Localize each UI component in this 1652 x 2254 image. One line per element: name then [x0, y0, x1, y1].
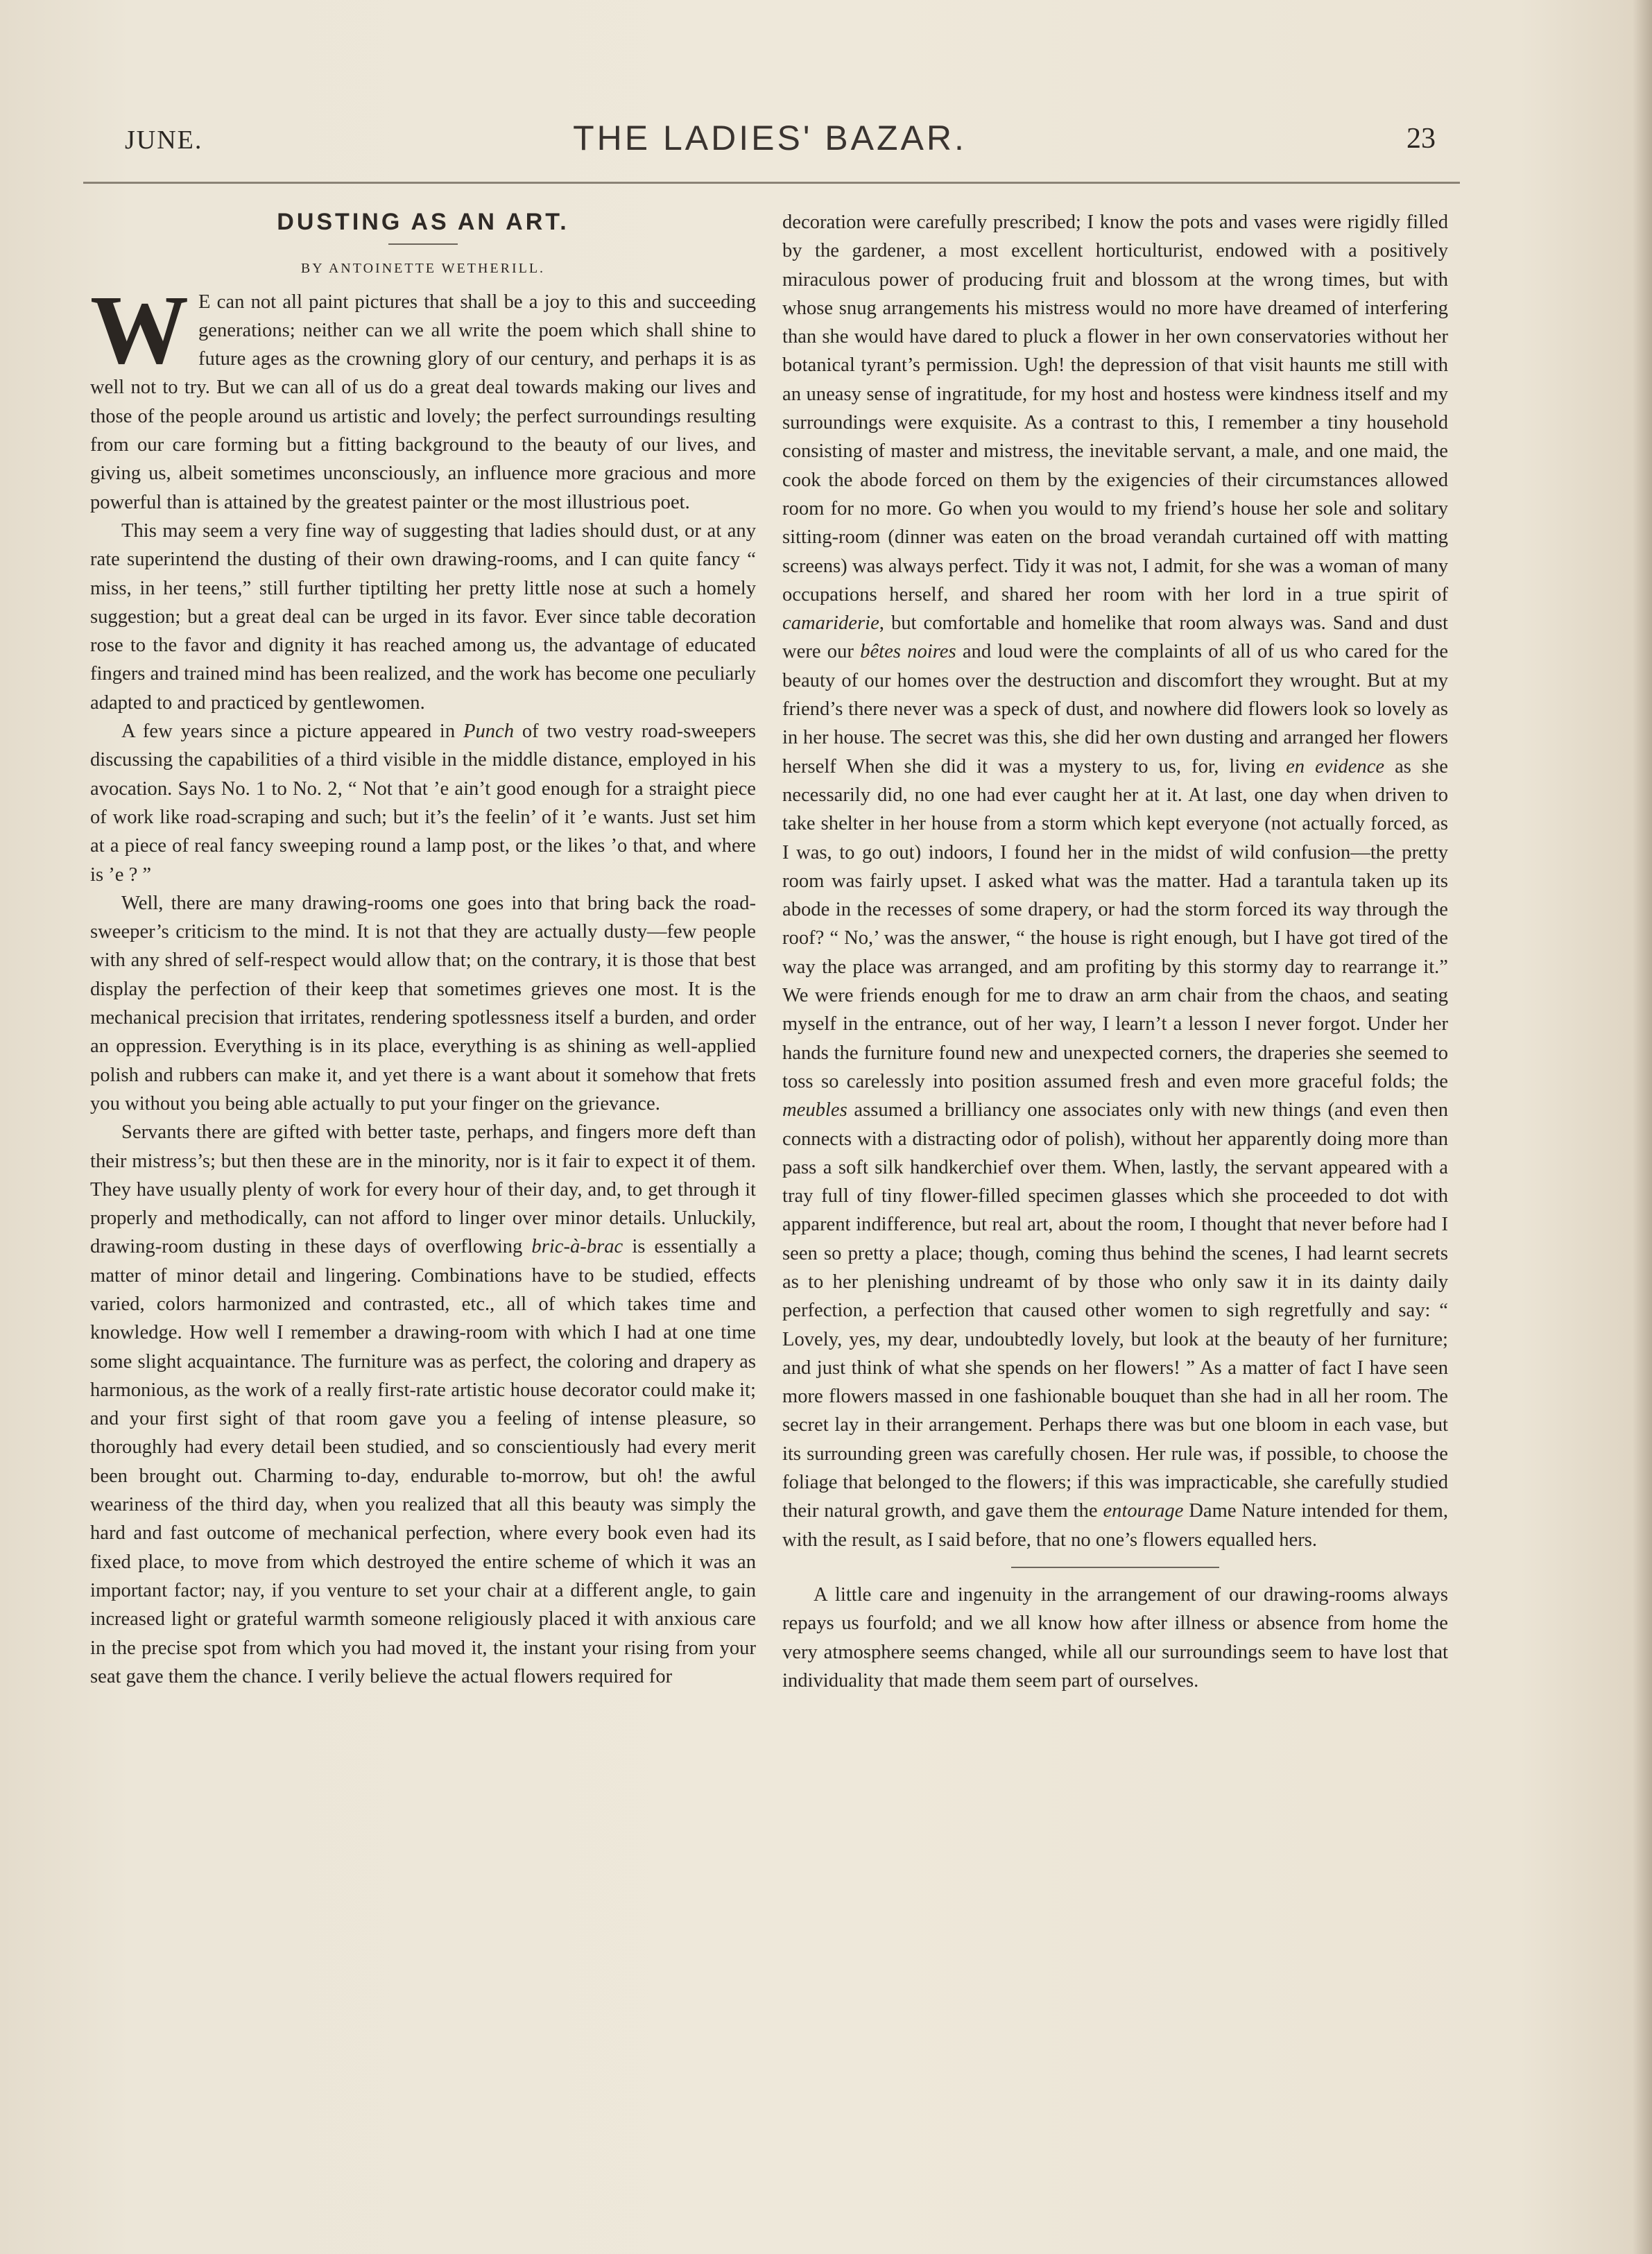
paragraph-3-text-a: A few years since a picture appeared in — [121, 721, 463, 743]
article-byline: BY ANTOINETTE WETHERILL. — [300, 261, 546, 277]
meubles-italic: meubles — [782, 1099, 847, 1121]
paragraph-6-text-a: decoration were carefully prescribed; I know the pots and vases were rigidly filled by the gardener, a most excellent horticulturist, endowed with a positively miraculous power of producing fruit and blossom at the wrong times, but with whose snug arrangements his mistress would no more have dreamed of interfering than she would have dared to pluck a flower in her own conservatories without her botanical tyrant’s permission. Ugh! the depression of that visit haunts me still with an uneasy sense of ingratitude, for my host and hostess were kindness itself and my surroundings were exquisite. As a contrast to this, I remember a tiny household consisting of master and mistress, the inevitable servant, a male, and one maid, the cook the abode forced on them by the exigencies of their circumstances allowed room for no more. Go when you would to my friend’s house her sole and solitary sitting-room (dinner was eaten on the broad verandah curtained off with matting screens) was always perfect. Tidy it was not, I admit, for she was a woman of many occupations herself, and shared her room with her lord in a true spirit of — [782, 212, 1448, 605]
paragraph-1 — [90, 274, 756, 517]
paragraph-6-text-f: Dame Nature intended for them, with the result, as I said before, that no one’s flowers equalled hers. — [782, 1500, 1448, 1551]
bric-a-brac-italic: bric-à-brac — [531, 1236, 623, 1258]
header-page-number: 23 — [1406, 123, 1436, 155]
header-publication-title: THE LADIES' BAZAR. — [573, 119, 967, 157]
paragraph-6 — [782, 208, 1448, 1554]
page-edge-shadow — [1633, 0, 1652, 2254]
paragraph-5 — [90, 1118, 756, 1691]
betes-noires-italic: bêtes noires — [860, 641, 956, 663]
title-rule — [388, 243, 458, 245]
paragraph-6-text-d: as she necessarily did, no one had ever caught her at it. At last, one day when driven to take shelter in her house from a storm which kept everyone (not actually forced, as I was, to go out) indoors, I found her in the midst of wild confusion—the pretty room was fairly upset. I asked what was the matter. Had a tarantula taken up its abode in the recesses of some drapery, or had the storm forced its way through the roof? “ No,’ was the answer, “ the house is right enough, but I have got tired of the way the place was arranged, and am profiting by this stormy day to rearrange it.” We were friends enough for me to draw an arm chair from the chaos, and seating myself in the entrance, out of her way, I learn’t a lesson I never forgot. Under her hands the furniture found new and unexpected corners, the draperies she seemed to toss so carelessly into position assumed fresh and even more graceful folds; the — [782, 755, 1449, 1092]
entourage-italic: entourage — [1103, 1500, 1184, 1522]
article-title: DUSTING AS AN ART. — [277, 209, 569, 235]
header-rule — [83, 182, 1460, 184]
paragraph-7: A little care and ingenuity in the arrangement of our drawing-rooms always repays us fourfold; and we all know how after illness or absence from home the very atmosphere seems changed, while all our surroundings seem to have lost that individuality that made them seem part of ourselves. — [782, 1583, 1448, 1692]
section-rule — [1011, 1567, 1219, 1568]
paragraph-3 — [90, 717, 756, 889]
column-left — [90, 208, 756, 1691]
paragraph-3-text-b: of two vestry road-sweepers discussing the capabilities of a third visible in the middle distance, employed in his avocation. Says No. 1 to No. 2, “ Not that ’e ain’t good enough for a straight piece of work like road-scraping and such; but it’s the feelin’ of it ’e wants. Just set him at a piece of real fancy sweeping round a lamp post, or the likes ’o that, and where is ’e ? ” — [90, 721, 756, 886]
drop-cap: W — [90, 274, 189, 384]
punch-italic: Punch — [463, 721, 515, 743]
paragraph-5-text-b: is essentially a matter of minor detail and lingering. Combinations have to be studied, effects varied, colors harmonized and contrasted, etc., all of which takes time and knowledge. How well I remember a drawing-room with which I had at one time some slight acquaintance. The furniture was as perfect, the coloring and drapery as harmonious, as the work of a really first-rate artistic house decorator could make it; and your first sight of that room gave you a feeling of intense pleasure, so thoroughly had every detail been studied, and so conscientiously had every merit been brought out. Charming to-day, endurable to-morrow, but oh! the awful weariness of the third day, when you realized that all this beauty was simply the hard and fast outcome of mechanical perfection, where every book even had its fixed place, to move from which destroyed the entire scheme of which it was an important factor; nay, if you venture to set your chair at a different angle, to gain increased light or grateful warmth someone religiously placed it with anxious care in the precise spot from which you had moved it, the instant your rising from your seat gave them the chance. I verily believe the actual flowers required for — [90, 1236, 756, 1687]
column-right — [782, 208, 1448, 1695]
paragraph-6-text-c: and loud were the complaints of all of us who cared for the beauty of our homes over the destruction and discomfort they wrought. But at my friend’s there never was a speck of dust, and nowhere did flowers look so lovely as in her house. The secret was this, she did her own dusting and arranged her flowers herself When she did it was a mystery to us, for, living — [782, 641, 1449, 777]
paragraph-2: This may seem a very fine way of suggesting that ladies should dust, or at any rate superintend the dusting of their own drawing-rooms, and I can quite fancy “ miss, in her teens,” still further tiptilting her pretty little nose at such a homely suggestion; but a great deal can be urged in its favor. Ever since table decoration rose to the favor and dignity it has reached among us, the advantage of educated fingers and trained mind has been realized, and the work has become one peculiarly adapted to and practiced by gentlewomen. — [90, 519, 756, 714]
paragraph-5-text-a: Servants there are gifted with better taste, perhaps, and fingers more deft than their mistress’s; but then these are in the minority, nor is it fair to expect it of them. They have usually plenty of work for every hour of their day, and, to get through it properly and methodically, can not afford to linger over minor details. Unluckily, drawing-room dusting in these days of overflowing — [90, 1121, 756, 1258]
paragraph-6-text-b: , but comfortable and homelike that room always was. Sand and dust were our — [782, 612, 1448, 663]
paragraph-4: Well, there are many drawing-rooms one goes into that bring back the road-sweeper’s criticism to the mind. It is not that they are actually dusty—few people with any shred of self-respect would allow that; on the contrary, it is those that best display the perfection of their keep that sometimes grieves one most. It is the mechanical precision that irritates, rendering spotlessness itself a burden, and order an oppression. Everything is in its place, everything is as shining as well-applied polish and rubbers can make it, and yet there is a want about it somehow that frets you without you being able actually to put your finger on the grievance. — [90, 892, 756, 1115]
paragraph-6-text-e: assumed a brilliancy one associates only with new things (and even then connects with a distracting odor of polish), without her apparently doing more than pass a soft silk handkerchief over them. When, lastly, the servant appeared with a tray full of tiny flower-filled specimen glasses which she proceeded to dot with apparent indifference, but real art, about the room, I thought that never before had I seen so pretty a place; though, coming thus behind the scenes, I had learnt secrets as to her plenishing undreamt of by those who only saw it in its dainty daily perfection, a perfection that caused other women to sigh regretfully and say: “ Lovely, yes, my dear, undoubtedly lovely, but look at the beauty of her furniture; and just think of what she spends on her flowers! ” As a matter of fact I have seen more flowers massed in one fashionable bouquet than she had in all her room. The secret lay in their arrangement. Perhaps there was but one bloom in each vase, but its surrounding green was carefully chosen. Her rule was, if possible, to choose the foliage that belonged to the flowers; if this was impracticable, she carefully studied their natural growth, and gave them the — [782, 1099, 1448, 1522]
en-evidence-italic: en evidence — [1286, 755, 1385, 777]
running-header — [90, 118, 1449, 166]
header-month: JUNE. — [125, 126, 203, 155]
camariderie-italic: camariderie — [782, 612, 879, 635]
paragraph-1-text: E can not all paint pictures that shall be a joy to this and succeeding generations; neither can we all write the poem which shall shine to future ages as the crowning glory of our century, and perhaps it is as well not to try. But we can all of us do a great deal towards making our lives and those of the people around us artistic and lovely; the perfect surroundings resulting from our care forming but a fitting background to the beauty of our lives, and giving us, albeit sometimes unconsciously, an influence more gracious and more powerful than is attained by the greatest painter or the most illustrious poet. — [90, 291, 756, 513]
